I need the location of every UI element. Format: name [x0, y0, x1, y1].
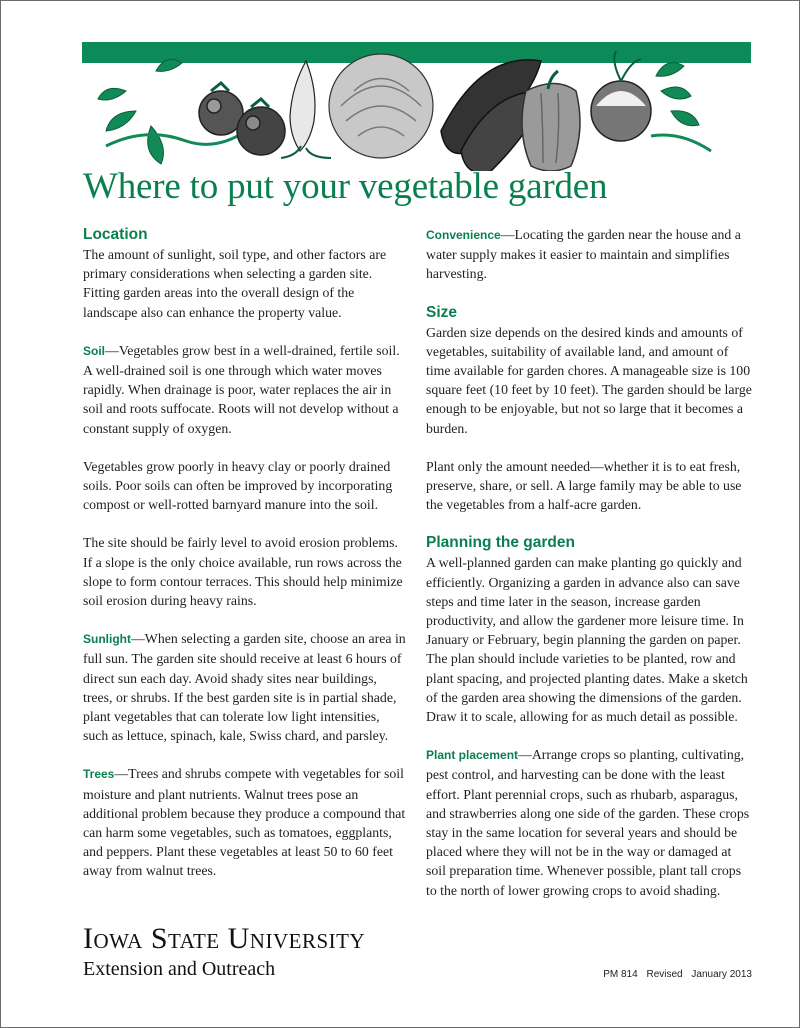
- vine-stem-right: [651, 135, 711, 151]
- turnip-icon: [591, 51, 651, 141]
- placement-paragraph: [426, 745, 754, 900]
- revised-label: Revised: [646, 969, 683, 980]
- soil-lead: Soil: [83, 343, 106, 358]
- vegetable-illustration: [96, 51, 726, 171]
- clay-paragraph: Vegetables grow poorly in heavy clay or poorly drained soils. Poor soils can often be improved by incorporating compost or well-rotted barnyard manure into the soil.: [83, 458, 393, 513]
- planning-paragraph: A well-planned garden can make planting go quickly and efficiently. Organizing a garden in advance also can save steps and time later in the season, increase garden productivity, and allow the gardener more leisure time. In January or February, begin planning the garden on paper. The plan should include varieties to be planted, row and plant spacing, and projected planting dates. Make a sketch of the garden area showing the dimensions of the garden. Draw it to scale, allowing for as much detail as possible.: [426, 555, 748, 725]
- sunlight-paragraph: [83, 629, 408, 745]
- location-paragraph: The amount of sunlight, soil type, and other factors are primary considerations when selecting a garden site. Fitting garden areas into the overall design of the landscape also can enhance the property value.: [83, 247, 387, 320]
- onion-icon: [281, 61, 331, 158]
- size-paragraph: Garden size depends on the desired kinds and amounts of vegetables, suitability of available land, and amount of time available for garden chores. A manageable size is 100 square feet (10 feet by 10 feet). The garden should be large enough to be enjoyable, but not so large that it becomes a burden.: [426, 324, 752, 436]
- leaf-cluster-right: [656, 63, 699, 126]
- placement-lead: Plant placement: [426, 748, 519, 763]
- left-column: [83, 225, 408, 900]
- size-heading: Size: [426, 303, 458, 321]
- trees-lead: Trees: [83, 767, 115, 782]
- revision-date: January 2013: [691, 969, 752, 980]
- cabbage-icon: [329, 54, 433, 158]
- pub-number: PM 814: [603, 969, 638, 980]
- publication-info: [597, 969, 752, 980]
- planning-heading: Planning the garden: [426, 534, 575, 552]
- isu-logo: [83, 923, 365, 981]
- trees-text: —Trees and shrubs compete with vegetables for soil moisture and plant nutrients. Walnut trees pose an additional problem because they produce a compound that can harm some vegetables, such as tomatoes, eggplants, and peppers. Plant these vegetables at least 50 to 60 feet away from walnut trees.: [83, 766, 406, 879]
- sunlight-lead: Sunlight: [83, 632, 131, 647]
- leaf-cluster-left: [98, 59, 182, 164]
- soil-paragraph: [83, 341, 408, 438]
- university-name: Iowa State University: [83, 922, 366, 955]
- trees-paragraph: [83, 764, 408, 880]
- level-paragraph: The site should be fairly level to avoid erosion problems. If a slope is the only choice available, run rows across the slope to form contour terraces. This should help minimize soil erosion during heavy rains.: [83, 535, 403, 609]
- convenience-lead: Convenience: [426, 228, 501, 242]
- sunlight-text: —When selecting a garden site, choose an area in full sun. The garden site should receive at least 6 hours of direct sun each day. Avoid shady sites near buildings, trees, or shrubs. If the best garden site is in partial shade, plant vegetables that can tolerate low light intensities, such as lettuce, spinach, kale, Swiss chard, and parsley.: [83, 631, 406, 744]
- soil-text: —Vegetables grow best in a well-drained, fertile soil. A well-drained soil is one through which water moves rapidly. When drainage is poor, water replaces the air in soil and roots suffocate. Roots will not develop without a constant supply of oxygen.: [83, 342, 400, 436]
- amount-paragraph: Plant only the amount needed—whether it is to eat fresh, preserve, share, or sell. A large family may be able to use the vegetables from a half-acre garden.: [426, 458, 742, 513]
- location-heading: Location: [83, 226, 148, 243]
- page-title: Where to put your vegetable garden: [83, 166, 608, 207]
- convenience-paragraph: [426, 225, 754, 284]
- convenience-text: —Locating the garden near the house and a water supply makes it easier to maintain and simplifies harvesting.: [426, 227, 741, 282]
- extension-name: Extension and Outreach: [83, 958, 276, 980]
- right-column: [426, 225, 754, 919]
- placement-text: —Arrange crops so planting, cultivating, pest control, and harvesting can be done with the least effort. Plant perennial crops, such as rhubarb, asparagus, and strawberries along one side of the garden. These crops stay in the same location for several years and should be placed where they will not be in the way or damaged at soil preparation time. Whenever possible, plant tall crops to the north of lower growing crops to avoid shading.: [426, 747, 750, 898]
